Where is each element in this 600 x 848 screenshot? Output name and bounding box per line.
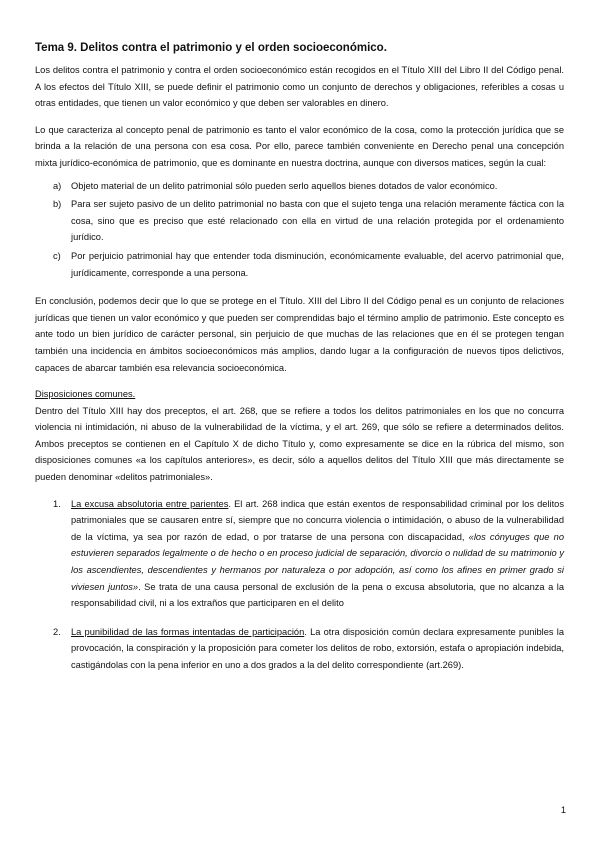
disposition-item [35,496,564,612]
criteria-list [35,178,564,282]
intro-paragraph: Los delitos contra el patrimonio y contra el orden socioeconómico están recogidos en el Título XIII del Libro II del Código penal. A los efectos del Título XIII, se puede definir el patrimonio como un conjunto de derechos y obligaciones, referibles a cosas u otras entidades, que tienen un valor económico y que deben ser valorables en dinero. [35,65,564,109]
criteria-marker: a) [53,180,62,191]
criteria-item [35,178,564,195]
dispositions-list [35,496,564,674]
conclusion-paragraph: En conclusión, podemos decir que lo que se protege en el Título. XIII del Libro II del Código penal es un conjunto de relaciones jurídicas que tienen un valor económico y que pueden ser comprendidas bajo el término amplio de patrimonio. Este concepto es ante todo un bien jurídico de carácter personal, sin perjuicio de que muchas de las relaciones que en él se protegen tengan también una incidencia en ámbitos socioeconómicos más amplios, dando lugar a la configuración de nuevos tipos delictivos, capaces de abarcar también esa relevancia socioeconómica. [35,296,564,373]
item-text: . El art. 268 indica que están exentos de responsabilidad criminal por los delitos patrimoniales que se causaren entre sí, siempre que no concurra violencia o intimidación, o abuso de la vulnerabilidad de la víctima, ya sea por razón de edad, o por tratarse de una persona con discapacidad, [71,498,565,542]
item-quote: «los cónyuges que no estuvieren separados legalmente o de hecho o en proceso judicial de separación, divorcio o nulidad de su matrimonio y los ascendientes, descendientes y hermanos por naturaleza o por adopción, así como los afines en primer grado si viviesen juntos» [71,531,564,592]
criteria-text: Para ser sujeto pasivo de un delito patrimonial no basta con que el sujeto tenga una relación meramente fáctica con la cosa, sino que es preciso que esté relacionado con ella en virtud de una relación protegida por el ordenamiento jurídico. [71,199,564,243]
item-heading: La excusa absolutoria entre parientes [71,498,229,509]
disposition-item [35,624,564,674]
criteria-item [35,196,564,246]
criteria-text: Objeto material de un delito patrimonial sólo pueden serlo aquellos bienes dotados de valor económico. [71,180,498,191]
criteria-item [35,248,564,281]
item-number: 1. [53,498,61,509]
item-text: . La otra disposición común declara expresamente punibles la provocación, la conspiración y la proposición para cometer los delitos de robo, extorsión, estafa o apropiación indebida, castigándolas con la pena inferior en uno a dos grados a la del delito correspondiente (art.269). [71,626,564,670]
item-number: 2. [53,626,61,637]
document-body [35,40,564,674]
item-text-after: . Se trata de una causa personal de exclusión de la pena o excusa absolutoria, que no alcanza a la responsabilidad civil, ni a los extraños que participaren en el delito [71,581,564,609]
page-number: 1 [560,805,566,815]
criteria-text: Por perjuicio patrimonial hay que entender toda disminución, económicamente evaluable, del acervo patrimonial que, jurídicamente, corresponde a una persona. [71,250,564,278]
criteria-marker: c) [53,250,61,261]
section-heading: Disposiciones comunes. [35,389,136,400]
criteria-marker: b) [53,199,62,210]
section-intro-paragraph: Dentro del Título XIII hay dos preceptos, el art. 268, que se refiere a todos los delitos patrimoniales en los que no concurra violencia ni intimidación, ni abuso de la vulnerabilidad de la víctima, y el art. 269, que sólo se refiere a determinados delitos. Ambos preceptos se contienen en el Capítulo X de dicho Título y, como expresamente se dice en la rúbrica del mismo, son disposiciones comunes «a los capítulos anteriores», es decir, sólo a aquellos delitos del Título XIII que más directamente se pueden denominar «delitos patrimoniales». [35,405,564,483]
item-heading: La punibilidad de las formas intentadas de participación [71,626,305,637]
concept-paragraph: Lo que caracteriza al concepto penal de patrimonio es tanto el valor económico de la cosa, como la protección jurídica que se brinda a la relación de una persona con esa cosa. Por ello, parece también conveniente en Derecho penal una concepción mixta jurídico-económica de patrimonio, que es dominante en nuestra doctrina, aunque con diversos matices, según la cual: [35,124,564,168]
document-title: Tema 9. Delitos contra el patrimonio y el orden socioeconómico. [35,42,387,54]
